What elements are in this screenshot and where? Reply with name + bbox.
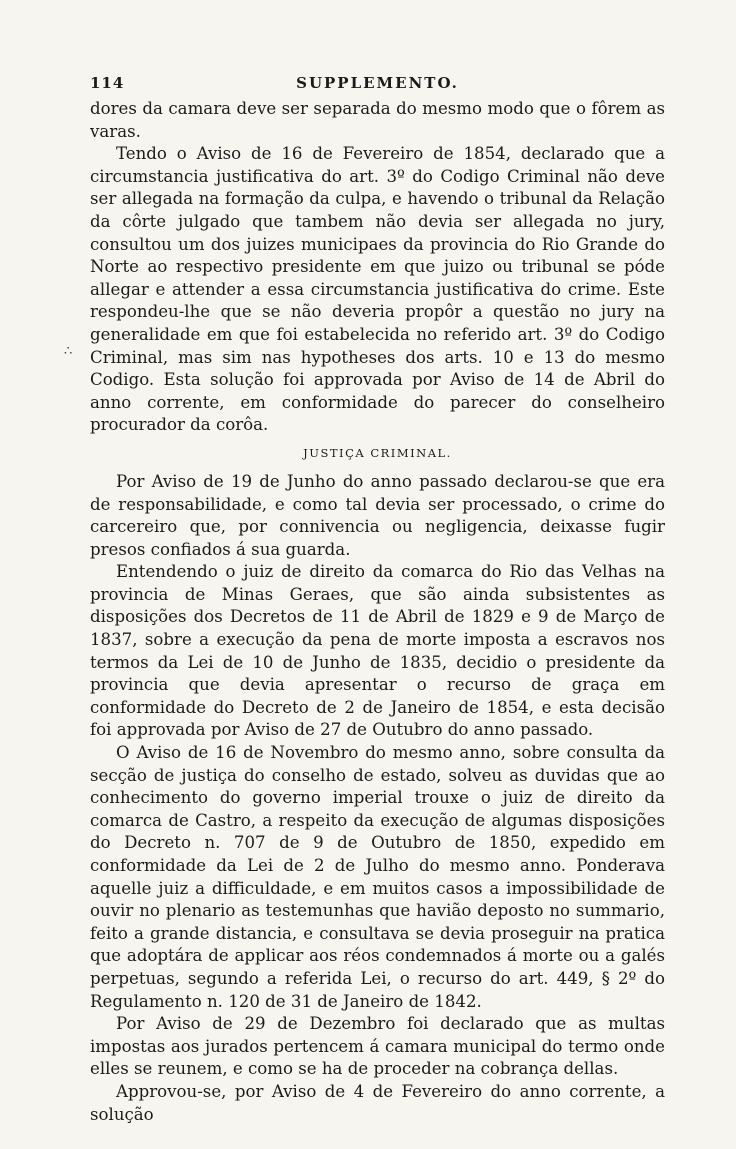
paragraph: Approvou-se, por Aviso de 4 de Fevereiro do anno corrente, a solução (90, 1081, 665, 1124)
running-title: SUPPLEMENTO. (296, 74, 459, 92)
page-header (90, 74, 665, 96)
paragraph: O Aviso de 16 de Novembro do mesmo anno, sobre consulta da secção de justiça do conselho de estado, solveu as duvidas que ao conhecimento do governo imperial trouxe o juiz de direito da comarca de Castro, a respeito da execução de algumas disposições do Decreto n. 707 de 9 de Outubro de 1850, expedido em conformidade da Lei de 2 de Julho do mesmo anno. Ponderava aquelle juiz a difficuldade, e em muitos casos a impossibilidade de ouvir no plenario as testemunhas que havião deposto no summario, feito a grande distancia, e consultava se devia proseguir na pratica que adoptára de applicar aos réos condemnados á morte ou a galés perpetuas, segundo a referida Lei, o recurso do art. 449, § 2º do Regulamento n. 120 de 31 de Janeiro de 1842. (90, 743, 665, 1011)
section-title: JUSTIÇA CRIMINAL. (303, 445, 452, 460)
paragraph: Por Aviso de 29 de Dezembro foi declarado que as multas impostas aos jurados pertencem á camara municipal do termo onde elles se reunem, e como se ha de proceder na cobrança dellas. (90, 1014, 665, 1079)
book-page (90, 74, 665, 1126)
body-text (90, 98, 665, 1126)
paragraph: Entendendo o juiz de direito da comarca do Rio das Velhas na provincia de Minas Geraes, que são ainda subsistentes as disposições dos Decretos de 11 de Abril de 1829 e 9 de Março de 1837, sobre a execução da pena de morte imposta a escravos nos termos da Lei de 10 de Junho de 1835, decidio o presidente da provincia que devia apresentar o recurso de graça em conformidade do Decreto de 2 de Janeiro de 1854, e esta decisão foi approvada por Aviso de 27 de Outubro do anno passado. (90, 562, 665, 740)
paragraph: Tendo o Aviso de 16 de Fevereiro de 1854, declarado que a circumstancia justificativa do art. 3º do Codigo Criminal não deve ser allegada na formação da culpa, e havendo o tribunal da Relação da côrte julgado que tambem não devia ser allegada no jury, consultou um dos juizes municipaes da provincia do Rio Grande do Norte ao respectivo presidente em que juizo ou tribunal se póde allegar e attender a essa circumstancia justificativa do crime. Este respondeu-lhe que se não deveria propôr a questão no jury na generalidade em que foi estabelecida no referido art. 3º do Codigo Criminal, mas sim nas hypotheses dos arts. 10 e 13 do mesmo Codigo. Esta solução foi approvada por Aviso de 14 de Abril do anno corrente, em conformidade do parecer do conselheiro procurador da corôa. (90, 144, 665, 435)
paragraph-continued: dores da camara deve ser separada do mesmo modo que o fôrem as varas. (90, 99, 665, 141)
paragraph: Por Aviso de 19 de Junho do anno passado declarou-se que era de responsabilidade, e como tal devia ser processado, o crime do carcereiro que, por connivencia ou negligencia, deixasse fugir presos confiados á sua guarda. (90, 471, 665, 559)
page-number: 114 (90, 74, 125, 92)
margin-mark: ∴ (64, 344, 73, 359)
